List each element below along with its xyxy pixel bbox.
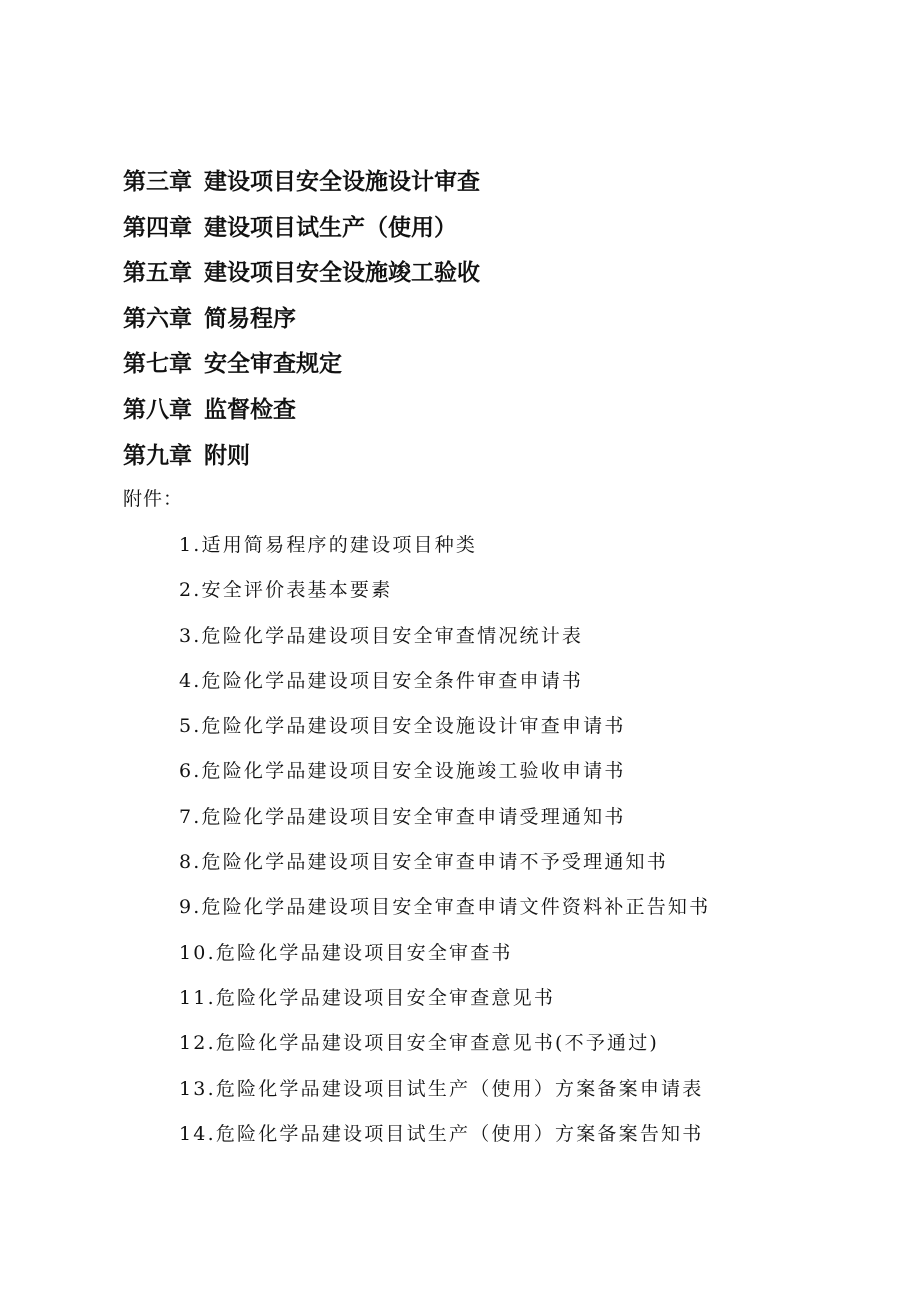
attachment-item: 9.危险化学品建设项目安全审查申请文件资料补正告知书 — [179, 896, 711, 919]
chapter-number: 第三章 — [123, 169, 192, 195]
chapter-item — [123, 436, 480, 482]
chapter-title: 简易程序 — [204, 305, 296, 332]
attachment-item: 1.适用简易程序的建设项目种类 — [179, 534, 478, 556]
chapter-number: 第五章 — [123, 260, 192, 287]
chapter-list — [123, 162, 480, 481]
attachment-item: 5.危险化学品建设项目安全设施设计审查申请书 — [179, 715, 626, 738]
chapter-number: 第七章 — [123, 351, 192, 378]
chapter-title: 建设项目安全设施设计审查 — [204, 169, 480, 195]
attachment-item: 6.危险化学品建设项目安全设施竣工验收申请书 — [179, 760, 626, 783]
attachment-item: 13.危险化学品建设项目试生产（使用）方案备案申请表 — [179, 1077, 704, 1100]
chapter-number: 第九章 — [123, 442, 192, 469]
chapter-number: 第四章 — [123, 214, 192, 241]
chapter-title: 附则 — [204, 442, 250, 469]
attachment-item: 8.危险化学品建设项目安全审查申请不予受理通知书 — [179, 851, 668, 874]
attachment-item: 14.危险化学品建设项目试生产（使用）方案备案告知书 — [179, 1122, 704, 1145]
chapter-title: 建设项目试生产（使用） — [204, 214, 457, 241]
attachment-item: 4.危险化学品建设项目安全条件审查申请书 — [179, 669, 584, 692]
chapter-number: 第六章 — [123, 305, 192, 332]
chapter-number: 第八章 — [123, 396, 192, 423]
chapter-title: 监督检查 — [204, 396, 296, 423]
attachment-item: 10.危险化学品建设项目安全审查书 — [179, 941, 513, 964]
chapter-title: 建设项目安全设施竣工验收 — [204, 260, 480, 287]
attachment-item: 7.危险化学品建设项目安全审查申请受理通知书 — [179, 805, 626, 828]
attachment-item: 12.危险化学品建设项目安全审查意见书(不予通过) — [179, 1032, 660, 1055]
chapter-title: 安全审查规定 — [204, 351, 342, 378]
attachment-item: 2.安全评价表基本要素 — [179, 579, 393, 602]
chapter-item — [123, 390, 480, 436]
attachment-item: 3.危险化学品建设项目安全审查情况统计表 — [179, 624, 584, 647]
chapter-item — [123, 299, 480, 345]
chapter-item — [123, 208, 480, 254]
chapter-item — [123, 253, 480, 299]
attachment-list — [179, 529, 710, 1163]
attachment-item: 11.危险化学品建设项目安全审查意见书 — [179, 986, 556, 1009]
attachments-label: 附件： — [123, 488, 184, 510]
chapter-item — [123, 162, 480, 208]
chapter-item — [123, 344, 480, 390]
